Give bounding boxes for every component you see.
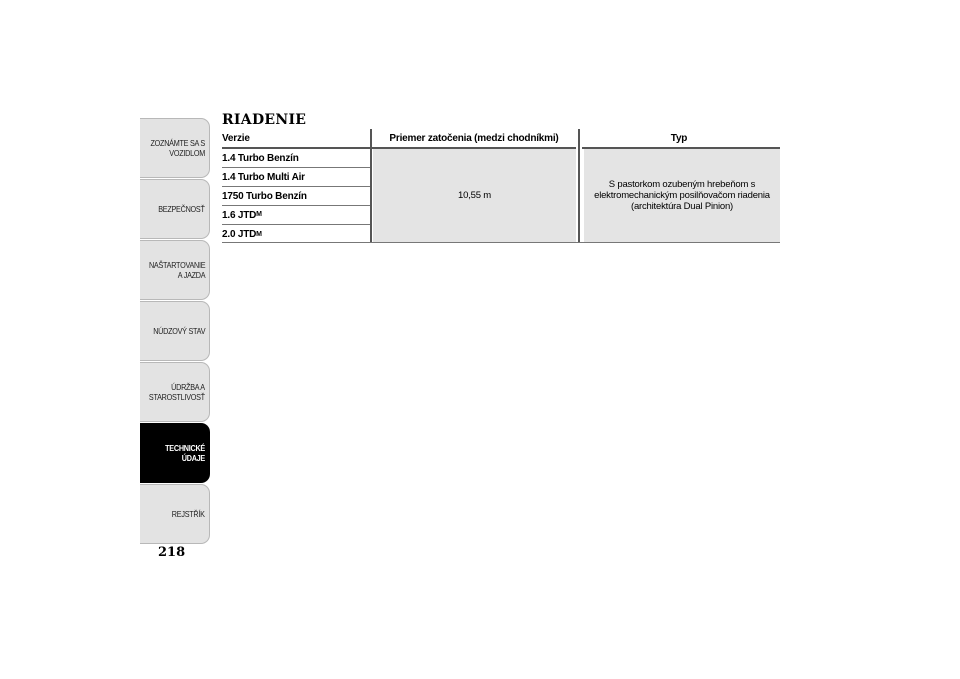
tab-label: TECHNICKÉ ÚDAJE bbox=[165, 443, 205, 463]
section-title: RIADENIE bbox=[222, 112, 307, 128]
header-turning-diameter: Priemer zatočenia (medzi chodníkmi) bbox=[389, 132, 559, 144]
tab-label: NÚDZOVÝ STAV bbox=[152, 326, 205, 336]
steering-table bbox=[222, 129, 780, 243]
turning-diameter-value: 10,55 m bbox=[373, 149, 576, 242]
tab-udrzba[interactable] bbox=[140, 362, 210, 422]
tab-nudzovy-stav[interactable] bbox=[140, 301, 210, 361]
version-name: 2.0 JTD bbox=[222, 229, 257, 240]
tab-technicke-udaje[interactable] bbox=[140, 423, 210, 483]
table-row: 1.6 JTD M bbox=[222, 206, 370, 225]
tab-label: ÚDRŽBA A STAROSTLIVOSŤ bbox=[149, 382, 205, 402]
version-name: 1.4 Turbo Benzín bbox=[222, 152, 299, 164]
table-row: 2.0 JTD M bbox=[222, 229, 262, 240]
table-row bbox=[222, 168, 370, 187]
header-type: Typ bbox=[670, 132, 688, 144]
version-name: 1.4 Turbo Multi Air bbox=[222, 171, 305, 183]
tab-zoznamte-sa[interactable] bbox=[140, 118, 210, 178]
tab-label: REJSTŘÍK bbox=[172, 509, 205, 519]
column-divider bbox=[578, 129, 580, 243]
tab-rejstrik[interactable] bbox=[140, 484, 210, 544]
version-name: 1750 Turbo Benzín bbox=[222, 190, 307, 202]
page-number: 218 bbox=[158, 545, 186, 560]
steering-type-value: S pastorkom ozubeným hrebeňom s elektromechanickým posilňovačom riadenia (architektúra Dual Pinion) bbox=[584, 149, 780, 242]
header-versions: Verzie bbox=[222, 132, 250, 144]
table-bottom-border bbox=[222, 242, 780, 243]
tab-nastartovanie[interactable] bbox=[140, 240, 210, 300]
version-name: 1.6 JTD bbox=[222, 209, 257, 221]
table-row bbox=[222, 187, 370, 206]
table-row bbox=[222, 149, 370, 168]
column-divider bbox=[370, 129, 372, 243]
tab-bezpecnost[interactable] bbox=[140, 179, 210, 239]
tab-label: NAŠTARTOVANIE A JAZDA bbox=[148, 260, 205, 280]
tab-label: ZOZNÁMTE SA S VOZIDLOM bbox=[150, 138, 205, 158]
tab-label: BEZPEČNOSŤ bbox=[158, 204, 205, 214]
